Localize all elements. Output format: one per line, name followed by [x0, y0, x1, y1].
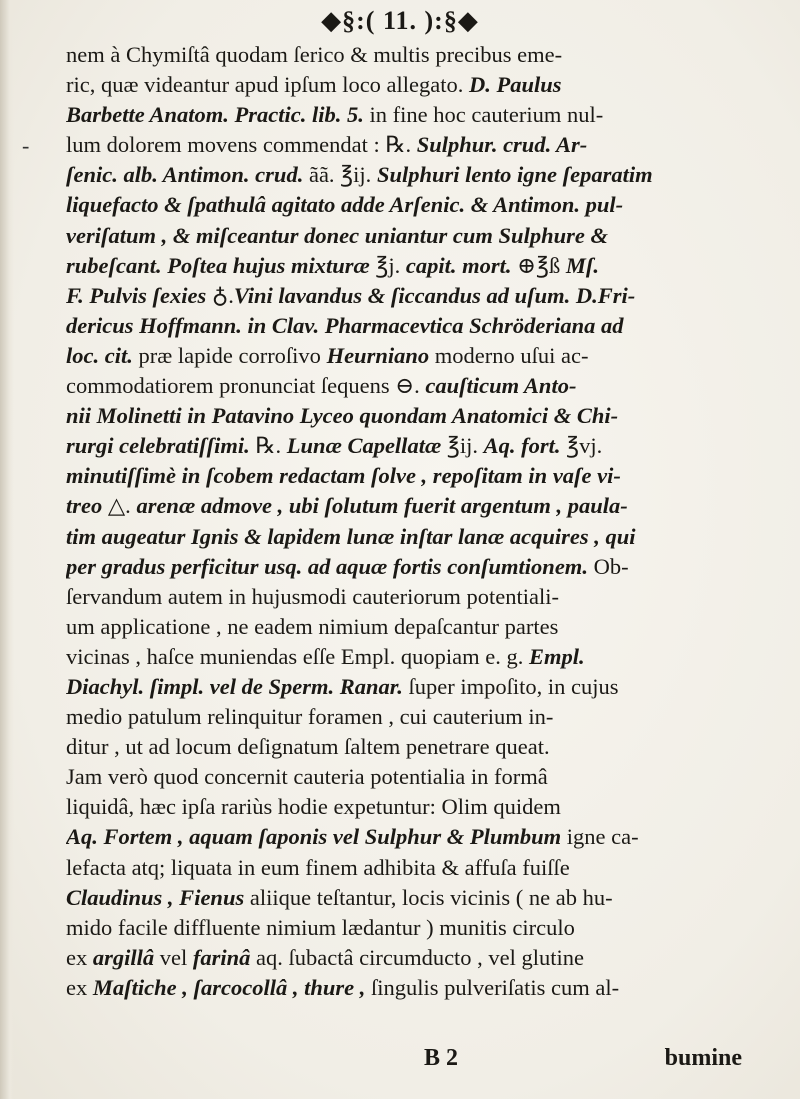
italic-text: tim augeatur Ignis & lapidem lunæ inſtar lanæ acquires , qui: [66, 523, 636, 549]
text-line: [66, 762, 742, 792]
text-line: [66, 883, 742, 913]
text-line: [66, 913, 742, 943]
italic-text: cauſticum Anto-: [425, 373, 577, 399]
roman-text: in fine hoc cauterium nul-: [363, 102, 604, 128]
italic-text: rubeſcant. Poſtea hujus mixturæ: [66, 252, 370, 278]
page-binding-shadow: [0, 0, 14, 1099]
roman-text: ℞.: [249, 433, 287, 459]
italic-text: Barbette Anatom. Practic. lib. 5.: [66, 102, 364, 128]
italic-text: Aq. Fortem , aquam ſaponis vel Sulphur & Plumbum: [66, 824, 562, 850]
italic-text: dericus Hoffmann. in Clav. Pharmacevtica Schröderiana ad: [66, 312, 624, 338]
text-line: [66, 311, 742, 341]
roman-text: lefacta atq; liquata in eum finem adhibita & affuſa fuiſſe: [66, 854, 570, 880]
italic-text: ſenic. alb. Antimon. crud.: [66, 162, 304, 188]
italic-text: Sulphur. crud. Ar-: [416, 132, 588, 158]
text-line: [66, 943, 742, 973]
italic-text: rurgi celebratiſſimi.: [66, 433, 250, 459]
signature-mark: B 2: [424, 1045, 459, 1071]
italic-text: loc. cit.: [66, 342, 133, 368]
roman-text: vicinas , haſce muniendas eſſe Empl. quopiam e. g.: [66, 643, 529, 669]
text-line: [66, 853, 742, 883]
roman-text: mido facile diffluente nimium lædantur ) munitis circulo: [66, 914, 575, 940]
text-line: [66, 190, 742, 220]
italic-text: Claudinus , Fienus: [66, 884, 245, 910]
roman-text: ℥j.: [369, 252, 406, 278]
italic-text: per gradus perficitur usq. ad aquæ fortis conſumtionem.: [66, 553, 588, 579]
roman-text: liquidâ, hæc ipſa rariùs hodie expetuntur: Olim quidem: [66, 794, 561, 820]
roman-text: ℥ij.: [441, 433, 484, 459]
text-line: [66, 732, 742, 762]
text-line: [66, 251, 742, 281]
italic-text: farinâ: [192, 944, 251, 970]
margin-mark: -: [22, 133, 30, 158]
text-line: [66, 40, 742, 70]
roman-text: ditur , ut ad locum deſignatum ſaltem penetrare queat.: [66, 734, 550, 760]
roman-text: ♁.: [206, 282, 234, 308]
text-line: [66, 672, 742, 702]
italic-text: Mſ.: [565, 252, 600, 278]
text-line: [66, 491, 742, 521]
italic-text: arenæ admove , ubi ſolutum fuerit argentum , paula-: [136, 493, 628, 519]
roman-text: ſervandum autem in hujusmodi cauteriorum potentiali-: [66, 583, 560, 609]
catchword: bumine: [664, 1045, 742, 1071]
italic-text: minutiſſimè in ſcobem redactam ſolve , repoſitam in vaſe vi-: [66, 463, 621, 489]
roman-text: ſingulis pulveriſatis cum al-: [365, 974, 620, 1000]
italic-text: Maſtiche , ſarcocollâ , thure ,: [92, 974, 366, 1000]
roman-text: ãã. ℥ij.: [303, 162, 377, 188]
text-line: [66, 552, 742, 582]
roman-text: ric, quæ videantur apud ipſum loco allegato.: [66, 72, 470, 98]
roman-text: Jam verò quod concernit cauteria potentialia in formâ: [66, 764, 548, 790]
italic-text: argillâ: [92, 944, 155, 970]
italic-text: treo: [66, 493, 103, 519]
running-head: ◆§:( 11. ):§◆: [321, 6, 479, 35]
roman-text: △.: [102, 493, 137, 519]
italic-text: capit. mort.: [405, 252, 512, 278]
roman-text: commodatiorem pronunciat ſequens ⊖.: [66, 373, 426, 399]
text-line: [66, 431, 742, 461]
roman-text: igne ca-: [561, 824, 639, 850]
italic-text: veriſatum , & miſceantur donec uniantur cum Sulphure &: [66, 222, 608, 248]
italic-text: Lunæ Capellatæ: [286, 433, 442, 459]
text-line: [66, 281, 742, 311]
text-line: [66, 582, 742, 612]
italic-text: nii Molinetti in Patavino Lyceo quondam Anatomici & Chi-: [66, 403, 619, 429]
roman-text: medio patulum relinquitur foramen , cui cauterium in-: [66, 704, 554, 730]
italic-text: Empl.: [529, 643, 585, 669]
text-line: [66, 522, 742, 552]
roman-text: vel: [154, 944, 193, 970]
roman-text: ℥vj.: [560, 433, 603, 459]
text-line: [66, 341, 742, 371]
text-line: [66, 371, 742, 401]
italic-text: F. Pulvis ſexies: [66, 282, 207, 308]
italic-text: D. Paulus: [469, 72, 562, 98]
italic-text: Aq. fort.: [483, 433, 561, 459]
text-line: [66, 100, 742, 130]
text-line: [66, 642, 742, 672]
roman-text: præ lapide corroſivo: [132, 342, 327, 368]
italic-text: liquefacto & ſpathulâ agitato adde Arſenic. & Antimon. pul-: [66, 192, 624, 218]
text-line: [66, 70, 742, 100]
italic-text: Diachyl. ſimpl. vel de Sperm. Ranar.: [66, 673, 403, 699]
roman-text: ⊕℥ß: [511, 252, 566, 278]
text-line: [66, 160, 742, 190]
text-line: [66, 822, 742, 852]
text-line: [66, 973, 742, 1003]
roman-text: aliique teſtantur, locis vicinis ( ne ab hu-: [244, 884, 613, 910]
text-line: [66, 702, 742, 732]
text-line: [66, 221, 742, 251]
text-line: [66, 401, 742, 431]
roman-text: um applicatione , ne eadem nimium depaſcantur partes: [66, 613, 559, 639]
italic-text: Sulphuri lento igne ſeparatim: [376, 162, 653, 188]
text-line: [66, 792, 742, 822]
roman-text: Ob-: [587, 553, 629, 579]
text-line: [66, 612, 742, 642]
body-text: [66, 40, 742, 1003]
roman-text: ex: [66, 974, 93, 1000]
roman-text: ſuper impoſito, in cujus: [402, 673, 619, 699]
italic-text: Vini lavandus & ſiccandus ad uſum. D.Fri-: [233, 282, 636, 308]
text-line: [66, 461, 742, 491]
roman-text: lum dolorem movens commendat : ℞.: [66, 132, 417, 158]
text-line: [66, 130, 742, 160]
roman-text: moderno uſui ac-: [429, 342, 589, 368]
roman-text: nem à Chymiſtâ quodam ſerico & multis precibus eme-: [66, 42, 563, 67]
roman-text: ex: [66, 944, 93, 970]
italic-text: Heurniano: [326, 342, 430, 368]
roman-text: aq. ſubactâ circumducto , vel glutine: [250, 944, 585, 970]
